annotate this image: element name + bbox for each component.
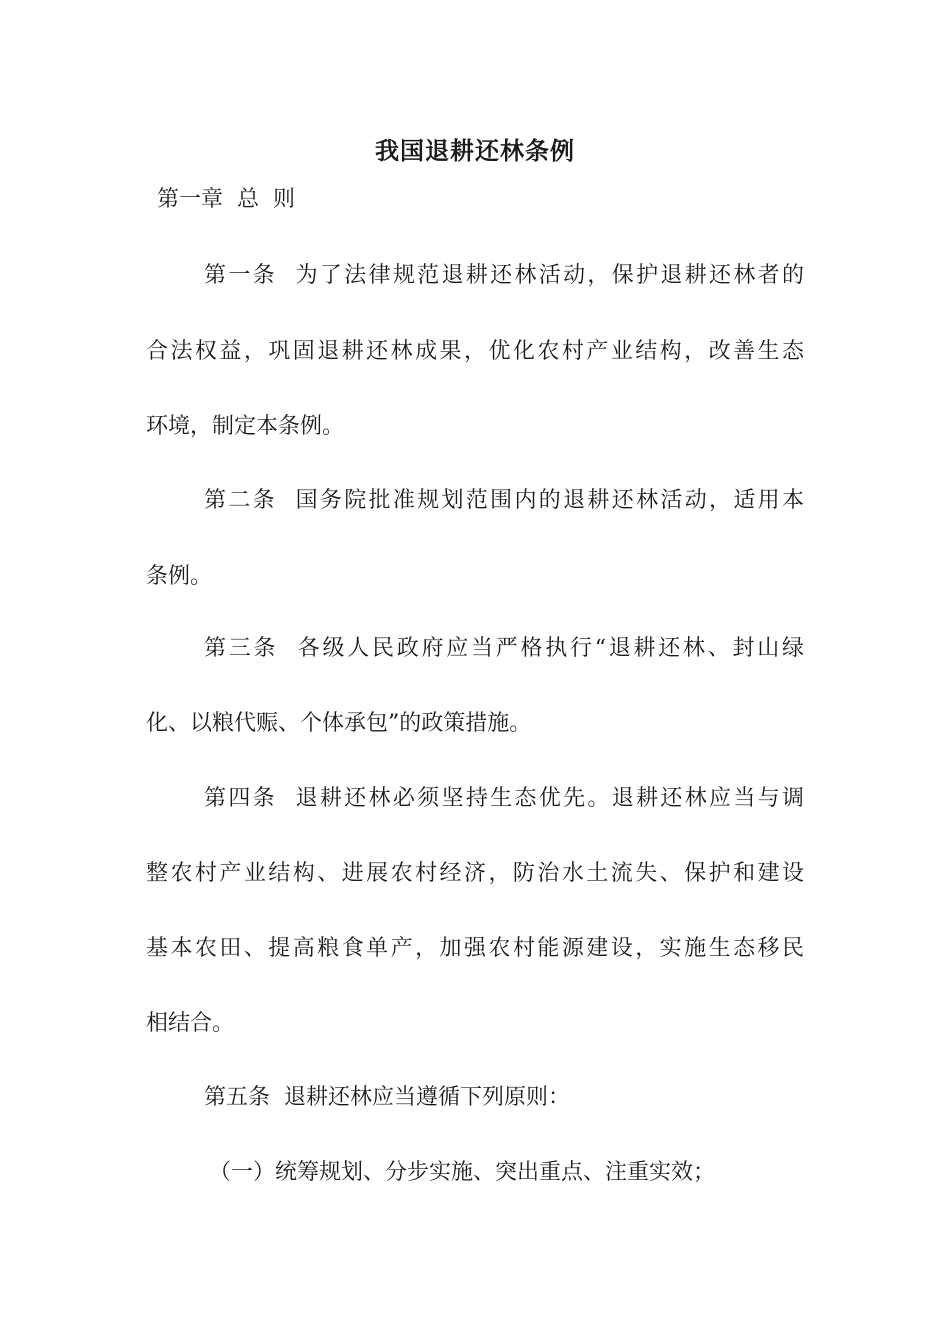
article-1-line-1: 第一条 为了法律规范退耕还林活动，保护退耕还林者的 <box>204 263 804 288</box>
article-1-line-3: 环境，制定本条例。 <box>146 414 345 439</box>
article-3-line-1: 第三条 各级人民政府应当严格执行“退耕还林、封山绿 <box>204 636 804 661</box>
article-5-item-1: （一）统筹规划、分步实施、突出重点、注重实效； <box>209 1160 716 1185</box>
article-1-line-2: 合法权益，巩固退耕还林成果，优化农村产业结构，改善生态 <box>146 339 804 364</box>
article-3-line-2: 化、以粮代赈、个体承包”的政策措施。 <box>146 711 532 736</box>
article-4-line-3: 基本农田、提高粮食单产，加强农村能源建设，实施生态移民 <box>146 936 804 961</box>
article-2-line-2: 条例。 <box>146 564 213 589</box>
article-5-line-1: 第五条 退耕还林应当遵循下列原则： <box>204 1085 570 1110</box>
article-4-line-1: 第四条 退耕还林必须坚持生态优先。退耕还林应当与调 <box>204 786 804 811</box>
article-2-line-1: 第二条 国务院批准规划范围内的退耕还林活动，适用本 <box>204 488 804 513</box>
chapter-heading: 第一章 总 则 <box>157 187 295 212</box>
article-4-line-4: 相结合。 <box>146 1011 235 1036</box>
article-4-line-2: 整农村产业结构、进展农村经济，防治水土流失、保护和建设 <box>146 861 804 886</box>
document-title: 我国退耕还林条例 <box>375 136 575 165</box>
